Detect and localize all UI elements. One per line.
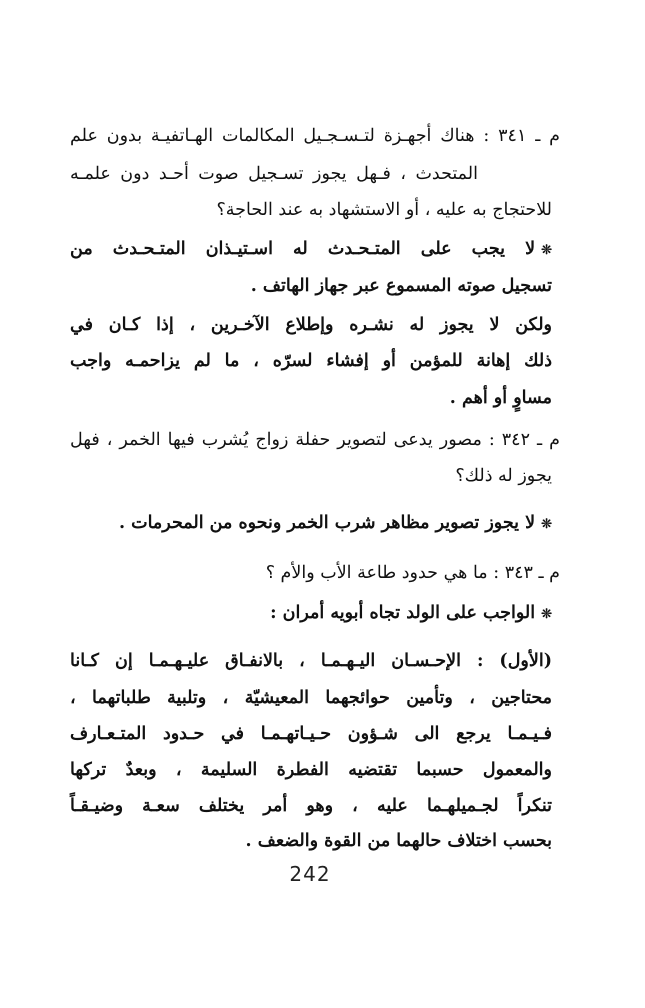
question-343-line-1	[266, 555, 560, 591]
answer-343-intro-text: الواجب على الولد تجاه أبويه أمران :	[270, 603, 536, 623]
answer-341-paragraph-2-line-3: مساوٍ أو أهم .	[449, 388, 552, 408]
answer-343-body-line-4: والمعمول حسبما تقتضيه الفطرة السليمة ، وبعدٌ تركها	[70, 760, 552, 780]
question-341-line-1	[70, 118, 560, 154]
answer-342-text-1: لا يجوز تصوير مظاهر شرب الخمر ونحوه من المحرمات .	[118, 513, 536, 533]
page-number: 242	[289, 862, 331, 886]
answer-342-line-1	[119, 505, 552, 541]
question-342-label: م ـ ٣٤٢ :	[488, 430, 560, 450]
answer-343-body-line-6: بحسب اختلاف حالهما من القوة والضعف .	[245, 831, 552, 851]
answer-marker-icon: ❊	[541, 517, 552, 532]
question-341-line-3: للاحتجاج به عليه ، أو الاستشهاد به عند الحاجة؟	[216, 200, 552, 220]
question-342-text-1: مصور يدعى لتصوير حفلة زواج يُشرب فيها الخمر ، فهل	[70, 430, 482, 450]
question-343-label: م ـ ٣٤٣ :	[493, 563, 560, 583]
answer-343-intro-line	[270, 595, 552, 631]
answer-341-paragraph-2-line-2: ذلك إهانة للمؤمن أو إفشاء لسرّه ، ما لم يزاحمـه واجب	[70, 351, 552, 371]
question-341-line-2: المتحدث ، فـهل يجوز تسـجيل صوت أحـد دون علمـه	[70, 164, 478, 184]
question-342-line-2: يجوز له ذلك؟	[455, 466, 552, 486]
answer-marker-icon: ❊	[541, 243, 552, 258]
answer-343-body-line-3: فـيـمـا يرجع الى شـؤون حـيـاتهـمـا في حـدود المتـعـارف	[70, 724, 552, 744]
question-341-text-1: هناك أجهـزة لتـسـجـيل المكالمات الهـاتفيـة بدون علم	[70, 126, 475, 146]
answer-343-body-line-2: محتاجين ، وتأمين حوائجهما المعيشيّة ، وتلبية طلباتهما ،	[70, 688, 552, 708]
question-343-text-1: ما هي حدود طاعة الأب والأم ؟	[265, 563, 488, 583]
answer-341-paragraph-1-line-2: تسجيل صوته المسموع عبر جهاز الهاتف .	[250, 276, 552, 296]
question-342-line-1	[70, 422, 560, 458]
question-341-label: م ـ ٣٤١ :	[483, 126, 560, 146]
answer-341-paragraph-2-line-1: ولكن لا يجوز له نشـره وإطلاع الآخـرين ، إذا كـان في	[70, 315, 553, 335]
answer-343-body-line-5: تنكراً لجـميلهـما عليه ، وهو أمر يختلف سعـة وضيـقـاً	[70, 796, 552, 816]
answer-343-body-line-1: (الأول) : الإحـسـان اليـهـمـا ، بالانفـاق عليـهـمـا إن كـانا	[70, 651, 552, 671]
answer-341-paragraph-1-line-1	[70, 231, 552, 267]
answer-341-text-1: لا يجب على المتـحـدث له اسـتيـذان المتـحـدث من	[70, 239, 536, 259]
answer-marker-icon: ❊	[541, 607, 552, 622]
